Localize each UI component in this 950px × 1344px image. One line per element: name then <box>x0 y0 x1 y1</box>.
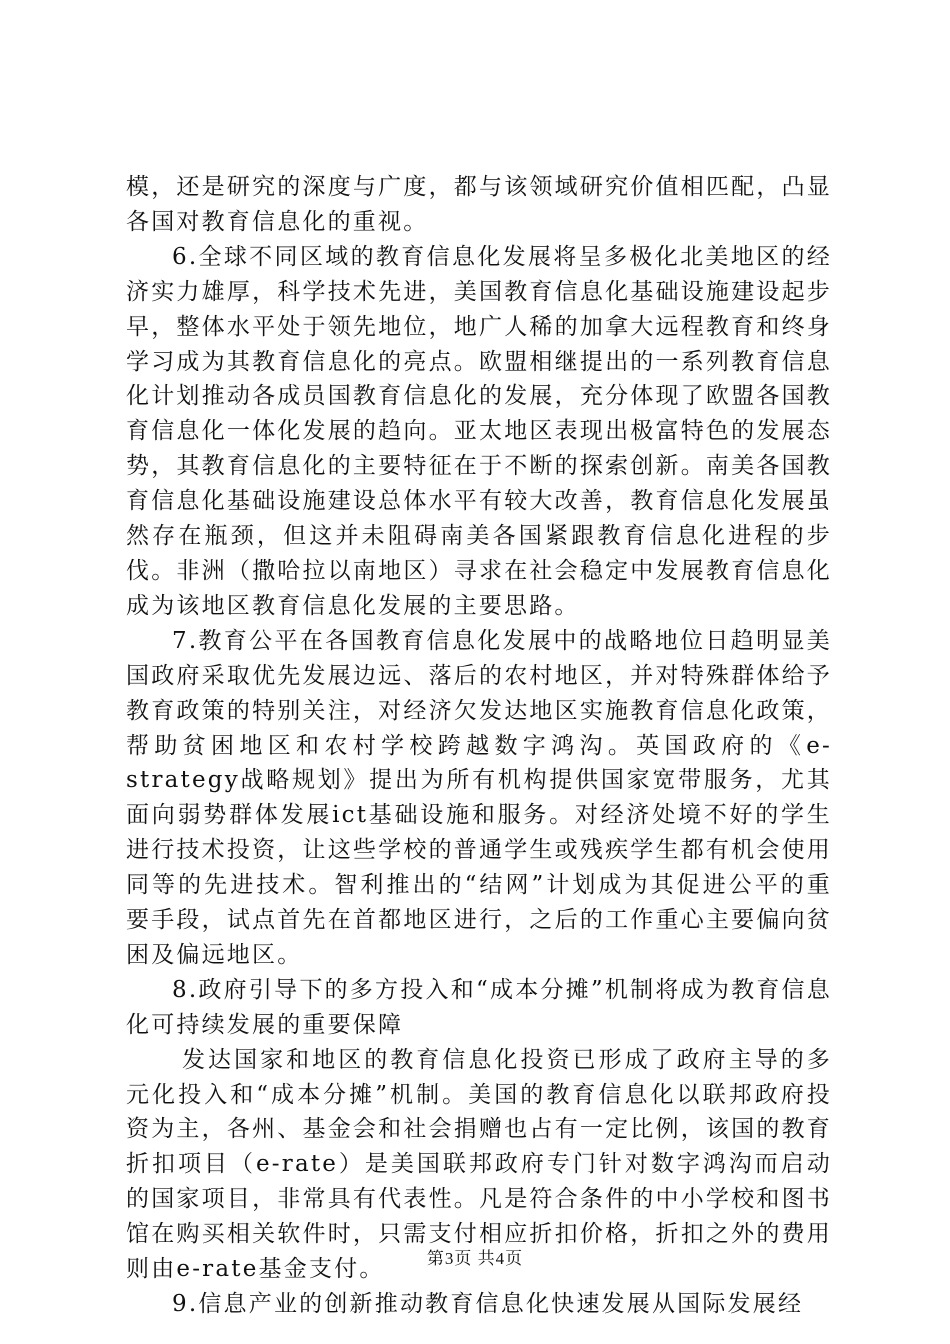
paragraph-item-7: 7.教育公平在各国教育信息化发展中的战略地位日趋明显美国政府采取优先发展边远、落后的农村地区，并对特殊群体给予教育政策的特别关注，对经济欠发达地区实施教育信息化政策，帮助贫困地区和农村学校跨越数字鸿沟。英国政府的《e-strategy战略规划》提出为所有机构提供国家宽带服务，尤其面向弱势群体发展ict基础设施和服务。对经济处境不好的学生进行技术投资，让这些学校的普通学生或残疾学生都有机会使用同等的先进技术。智利推出的“结网”计划成为其促进公平的重要手段，试点首先在首都地区进行，之后的工作重心主要偏向贫困及偏远地区。 <box>126 627 832 968</box>
paragraph-item-6: 6.全球不同区域的教育信息化发展将呈多极化北美地区的经济实力雄厚，科学技术先进，美国教育信息化基础设施建设起步早，整体水平处于领先地位，地广人稀的加拿大远程教育和终身学习成为其教育信息化的亮点。欧盟相继提出的一系列教育信息化计划推动各成员国教育信息化的发展，充分体现了欧盟各国教育信息化一体化发展的趋向。亚太地区表现出极富特色的发展态势，其教育信息化的主要特征在于不断的探索创新。南美各国教育信息化基础设施建设总体水平有较大改善，教育信息化发展虽然存在瓶颈，但这并未阻碍南美各国紧跟教育信息化进程的步伐。非洲（撒哈拉以南地区）寻求在社会稳定中发展教育信息化成为该地区教育信息化发展的主要思路。 <box>126 243 832 619</box>
paragraph-item-8-heading: 8.政府引导下的多方投入和“成本分摊”机制将成为教育信息化可持续发展的重要保障 <box>126 976 832 1038</box>
page-number-footer: 第3页 共4页 <box>426 1249 524 1268</box>
paragraph-item-8-body: 发达国家和地区的教育信息化投资已形成了政府主导的多元化投入和“成本分摊”机制。美国的教育信息化以联邦政府投资为主，各州、基金会和社会捐赠也占有一定比例，该国的教育折扣项目（e-rate）是美国联邦政府专门针对数字鸿沟而启动的国家项目，非常具有代表性。凡是符合条件的中小学校和图书馆在购买相关软件时，只需支付相应折扣价格，折扣之外的费用则由e-rate基金支付。 <box>126 1046 832 1283</box>
paragraph-item-9: 9.信息产业的创新推动教育信息化快速发展从国际发展经 <box>172 1291 804 1317</box>
document-body <box>126 170 832 1322</box>
paragraph-continuation: 模，还是研究的深度与广度，都与该领域研究价值相匹配，凸显各国对教育信息化的重视。 <box>126 174 832 235</box>
